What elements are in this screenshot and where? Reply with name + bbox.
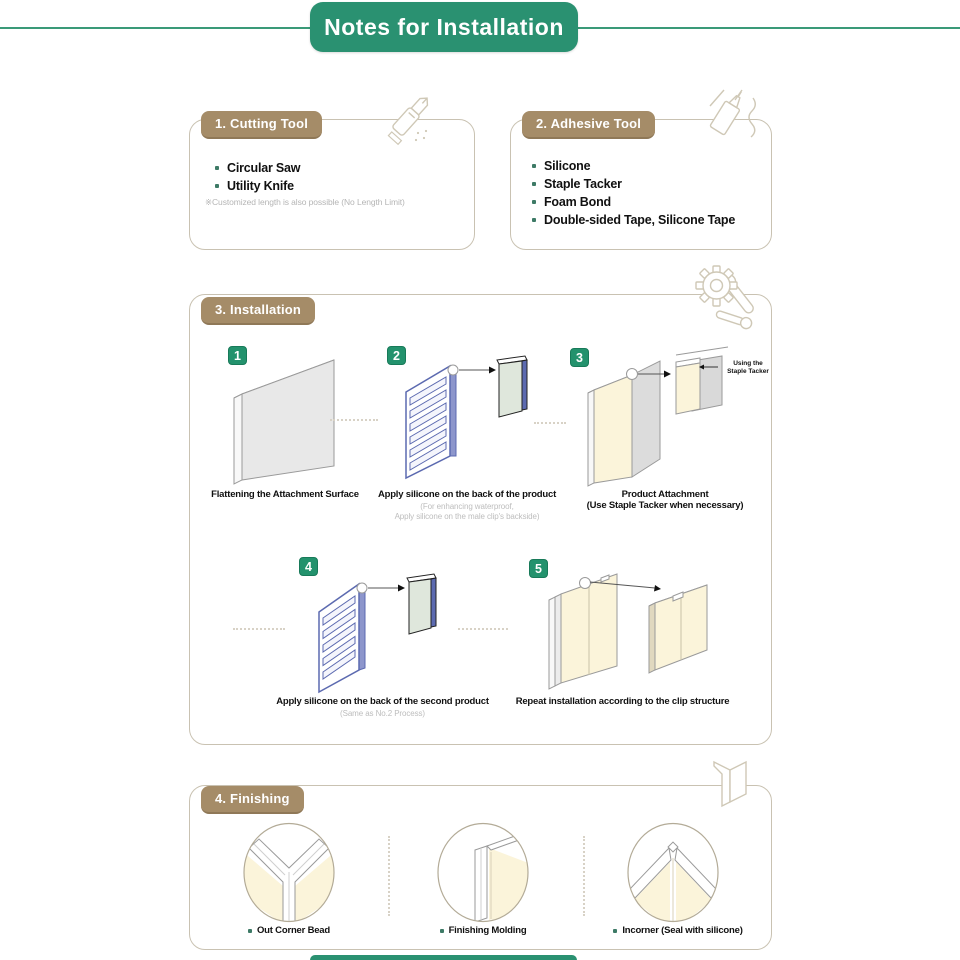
finishing-divider <box>583 836 585 916</box>
page-title: Notes for Installation <box>324 13 564 40</box>
next-section-bar <box>310 955 577 960</box>
step1-panel-illustration <box>228 348 343 483</box>
step3-caption: Product Attachment <box>621 489 709 500</box>
bullet-dot <box>215 184 219 188</box>
corner-bead-icon <box>704 758 758 812</box>
finishing-item-label <box>578 925 778 936</box>
finishing-item-label <box>214 925 364 936</box>
bullet-dot <box>215 166 219 170</box>
bullet-dot <box>532 182 536 186</box>
bullet-dot <box>532 218 536 222</box>
step3-attachment-illustration <box>580 343 730 488</box>
list-item-label: Circular Saw <box>227 161 301 175</box>
bullet-dot <box>440 929 444 933</box>
step-separator <box>534 422 566 424</box>
step-badge-1: 1 <box>228 346 247 365</box>
title-rule-left <box>0 27 310 29</box>
step2-silicone-illustration <box>398 352 528 482</box>
step-badge-2: 2 <box>387 346 406 365</box>
step-separator <box>458 628 508 630</box>
list-item-label: Utility Knife <box>227 179 294 193</box>
out-corner-bead-illustration <box>239 820 339 925</box>
finishing-item-text: Finishing Molding <box>448 925 527 936</box>
gear-wrench-icon <box>690 260 766 332</box>
list-item-label: Staple Tacker <box>544 177 622 191</box>
bullet-dot <box>248 929 252 933</box>
list-item <box>215 177 300 195</box>
list-item <box>532 175 735 193</box>
step4-silicone-illustration <box>313 568 438 693</box>
staple-tacker-annotation <box>722 360 774 376</box>
list-item <box>532 211 735 229</box>
silicone-tube-icon <box>698 86 768 152</box>
annotation-line: Using the <box>733 360 763 367</box>
cutting-tool-note: ※Customized length is also possible (No Length Limit) <box>205 197 405 207</box>
cutting-tool-label: 1. Cutting Tool <box>201 111 322 139</box>
step4-subcaption: (Same as No.2 Process) <box>340 709 425 718</box>
step-separator <box>233 628 285 630</box>
finishing-item-label <box>408 925 558 936</box>
list-item <box>532 157 735 175</box>
step-badge-4: 4 <box>299 557 318 576</box>
step5-repeat-illustration <box>545 558 710 693</box>
list-item-label: Double-sided Tape, Silicone Tape <box>544 213 736 227</box>
step-badge-5: 5 <box>529 559 548 578</box>
finishing-item-text: Incorner (Seal with silicone) <box>622 925 743 936</box>
step3-caption2: (Use Staple Tacker when necessary) <box>586 500 744 511</box>
cutting-tool-list <box>215 159 300 195</box>
bullet-dot <box>613 929 617 933</box>
installation-label: 3. Installation <box>201 297 315 325</box>
incorner-illustration <box>623 820 723 925</box>
bullet-dot <box>532 200 536 204</box>
finishing-molding-illustration <box>433 820 533 925</box>
utility-knife-icon <box>380 90 442 152</box>
list-item <box>532 193 735 211</box>
step4-caption: Apply silicone on the back of the second product <box>276 696 489 707</box>
step-badge-3: 3 <box>570 348 589 367</box>
adhesive-tool-label: 2. Adhesive Tool <box>522 111 655 139</box>
finishing-label: 4. Finishing <box>201 786 304 814</box>
step2-subcaption: (For enhancing waterproof, <box>420 502 514 511</box>
bullet-dot <box>532 164 536 168</box>
adhesive-tool-list <box>532 157 735 229</box>
page-title-box <box>310 2 578 52</box>
finishing-item-text: Out Corner Bead <box>256 925 330 936</box>
finishing-divider <box>388 836 390 916</box>
step-separator <box>330 419 378 421</box>
step5-caption: Repeat installation according to the clip structure <box>515 696 730 707</box>
step1-caption: Flattening the Attachment Surface <box>211 489 359 500</box>
list-item <box>215 159 300 177</box>
title-rule-right <box>578 27 960 29</box>
step2-caption: Apply silicone on the back of the product <box>377 489 557 500</box>
list-item-label: Foam Bond <box>544 195 611 209</box>
step2-subcaption: Apply silicone on the male clip's backside) <box>394 512 540 521</box>
annotation-line: Staple Tacker <box>727 368 769 375</box>
list-item-label: Silicone <box>544 159 591 173</box>
